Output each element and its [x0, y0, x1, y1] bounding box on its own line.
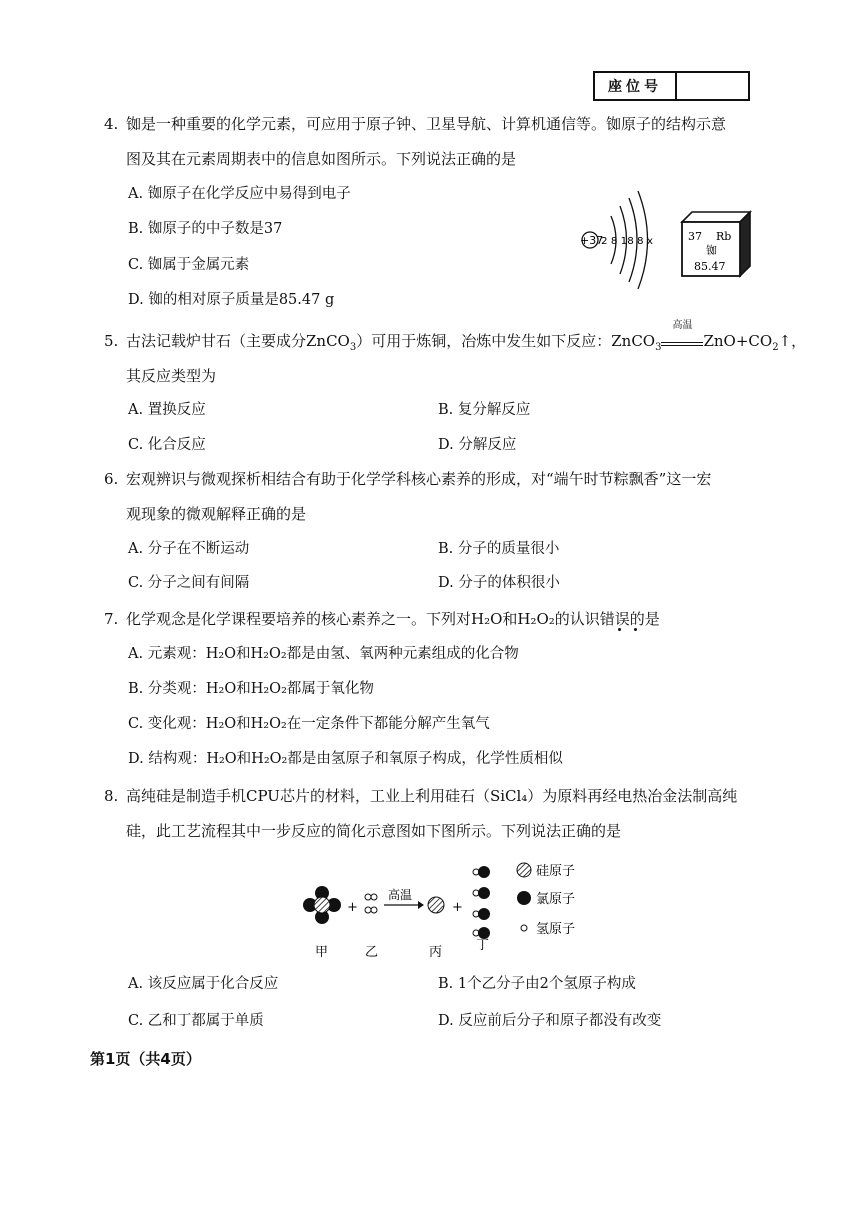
element-symbol: Rb: [716, 230, 732, 243]
q7-option-c: C. 变化观：H₂O和H₂O₂在一定条件下都能分解产生氧气: [128, 716, 490, 732]
legend-silicon-label: 硅原子: [536, 864, 576, 879]
q4-option-c: C. 铷属于金属元素: [128, 257, 250, 273]
atom-electron-shells: 2 8 18 8 x: [601, 236, 654, 247]
q4-number: 4.: [104, 115, 119, 133]
legend-chlorine-icon: [517, 891, 531, 905]
seat-number-box: [593, 71, 750, 101]
reaction-arrowhead: [418, 901, 424, 909]
q7-option-a: A. 元素观：H₂O和H₂O₂都是由氢、氧两种元素组成的化合物: [128, 646, 519, 662]
q8-stem-line1: 高纯硅是制造手机CPU芯片的材料，工业上利用硅石（SiCl₄）为原料再经电热冶金法制高纯: [126, 787, 738, 805]
seat-number-label: 座位号: [595, 73, 677, 99]
element-name: 铷: [706, 244, 717, 257]
q8-option-c: C. 乙和丁都属于单质: [128, 1013, 264, 1029]
emphasis-dot: [618, 628, 621, 631]
rubidium-periodic-cell: [680, 210, 752, 278]
label-yi: 乙: [365, 945, 379, 960]
plus-sign-1: +: [347, 900, 358, 915]
q6-number: 6.: [104, 470, 119, 488]
q8-stem-line2: 硅，此工艺流程其中一步反应的简化示意图如下图所示。下列说法正确的是: [126, 822, 622, 840]
q4-stem-line1: 铷是一种重要的化学元素，可应用于原子钟、卫星导航、计算机通信等。铷原子的结构示意: [126, 115, 727, 133]
plus-sign-2: +: [452, 900, 463, 915]
atom-nucleus-charge: +37: [580, 234, 604, 247]
q7-option-b: B. 分类观：H₂O和H₂O₂都属于氧化物: [128, 681, 374, 697]
q4-option-a: A. 铷原子在化学反应中易得到电子: [128, 186, 351, 202]
legend-hydrogen-label: 氢原子: [536, 922, 576, 937]
q6-option-d: D. 分子的体积很小: [438, 575, 560, 591]
q7-stem: 化学观念是化学课程要培养的核心素养之一。下列对H₂O和H₂O₂的认识错误的是: [126, 610, 660, 628]
legend-silicon-icon: [517, 863, 531, 877]
molecule-yi: [365, 894, 377, 913]
legend-hydrogen-icon: [521, 925, 527, 931]
q7-number: 7.: [104, 610, 119, 628]
label-bing: 丙: [429, 945, 443, 960]
molecule-jia: [303, 886, 341, 924]
q6-stem-line2: 观现象的微观解释正确的是: [126, 505, 307, 523]
q5-option-a: A. 置换反应: [128, 402, 206, 418]
q5-stem-line2: 其反应类型为: [126, 367, 217, 385]
reaction-micro-diagram: [290, 855, 610, 960]
seat-number-field: [677, 73, 748, 99]
legend-chlorine-label: 氯原子: [536, 892, 576, 907]
q5-option-b: B. 复分解反应: [438, 402, 531, 418]
element-atomic-number: 37: [688, 230, 702, 243]
q4-option-d: D. 铷的相对原子质量是85.47 g: [128, 292, 335, 308]
molecule-bing: [428, 897, 444, 913]
q8-number: 8.: [104, 787, 119, 805]
q5-reaction-condition: 高温: [672, 320, 693, 331]
q5-number: 5.: [104, 332, 119, 350]
molecule-ding: [473, 866, 490, 939]
q4-stem-line2: 图及其在元素周期表中的信息如图所示。下列说法正确的是: [126, 150, 517, 168]
q6-option-a: A. 分子在不断运动: [128, 541, 250, 557]
emphasis-dot: [634, 628, 637, 631]
q4-option-b: B. 铷原子的中子数是37: [128, 221, 283, 237]
element-relative-mass: 85.47: [694, 260, 726, 273]
q6-stem-line1: 宏观辨识与微观探析相结合有助于化学学科核心素养的形成，对“端午时节粽飘香”这一宏: [126, 470, 712, 488]
label-jia: 甲: [315, 945, 329, 960]
q8-option-d: D. 反应前后分子和原子都没有改变: [438, 1013, 662, 1029]
q6-option-b: B. 分子的质量很小: [438, 541, 560, 557]
diagram-reaction-condition: 高温: [388, 888, 413, 902]
q8-option-a: A. 该反应属于化合反应: [128, 976, 279, 992]
rubidium-atom-structure-diagram: [575, 188, 665, 292]
page-footer: 第1页（共4页）: [90, 1050, 201, 1068]
q5-stem-line1: 古法记载炉甘石（主要成分ZnCO$_3$）可用于炼铜，冶炼中发生如下反应：ZnCO$_3$ 高温 $ZnO+CO_2↑$，: [126, 320, 807, 353]
q5-option-c: C. 化合反应: [128, 437, 206, 453]
q8-option-b: B. 1个乙分子由2个氢原子构成: [438, 976, 636, 992]
q5-option-d: D. 分解反应: [438, 437, 517, 453]
q7-option-d: D. 结构观：H₂O和H₂O₂都是由氢原子和氧原子构成，化学性质相似: [128, 751, 563, 767]
label-ding: 丁: [476, 938, 490, 953]
q6-option-c: C. 分子之间有间隔: [128, 575, 250, 591]
